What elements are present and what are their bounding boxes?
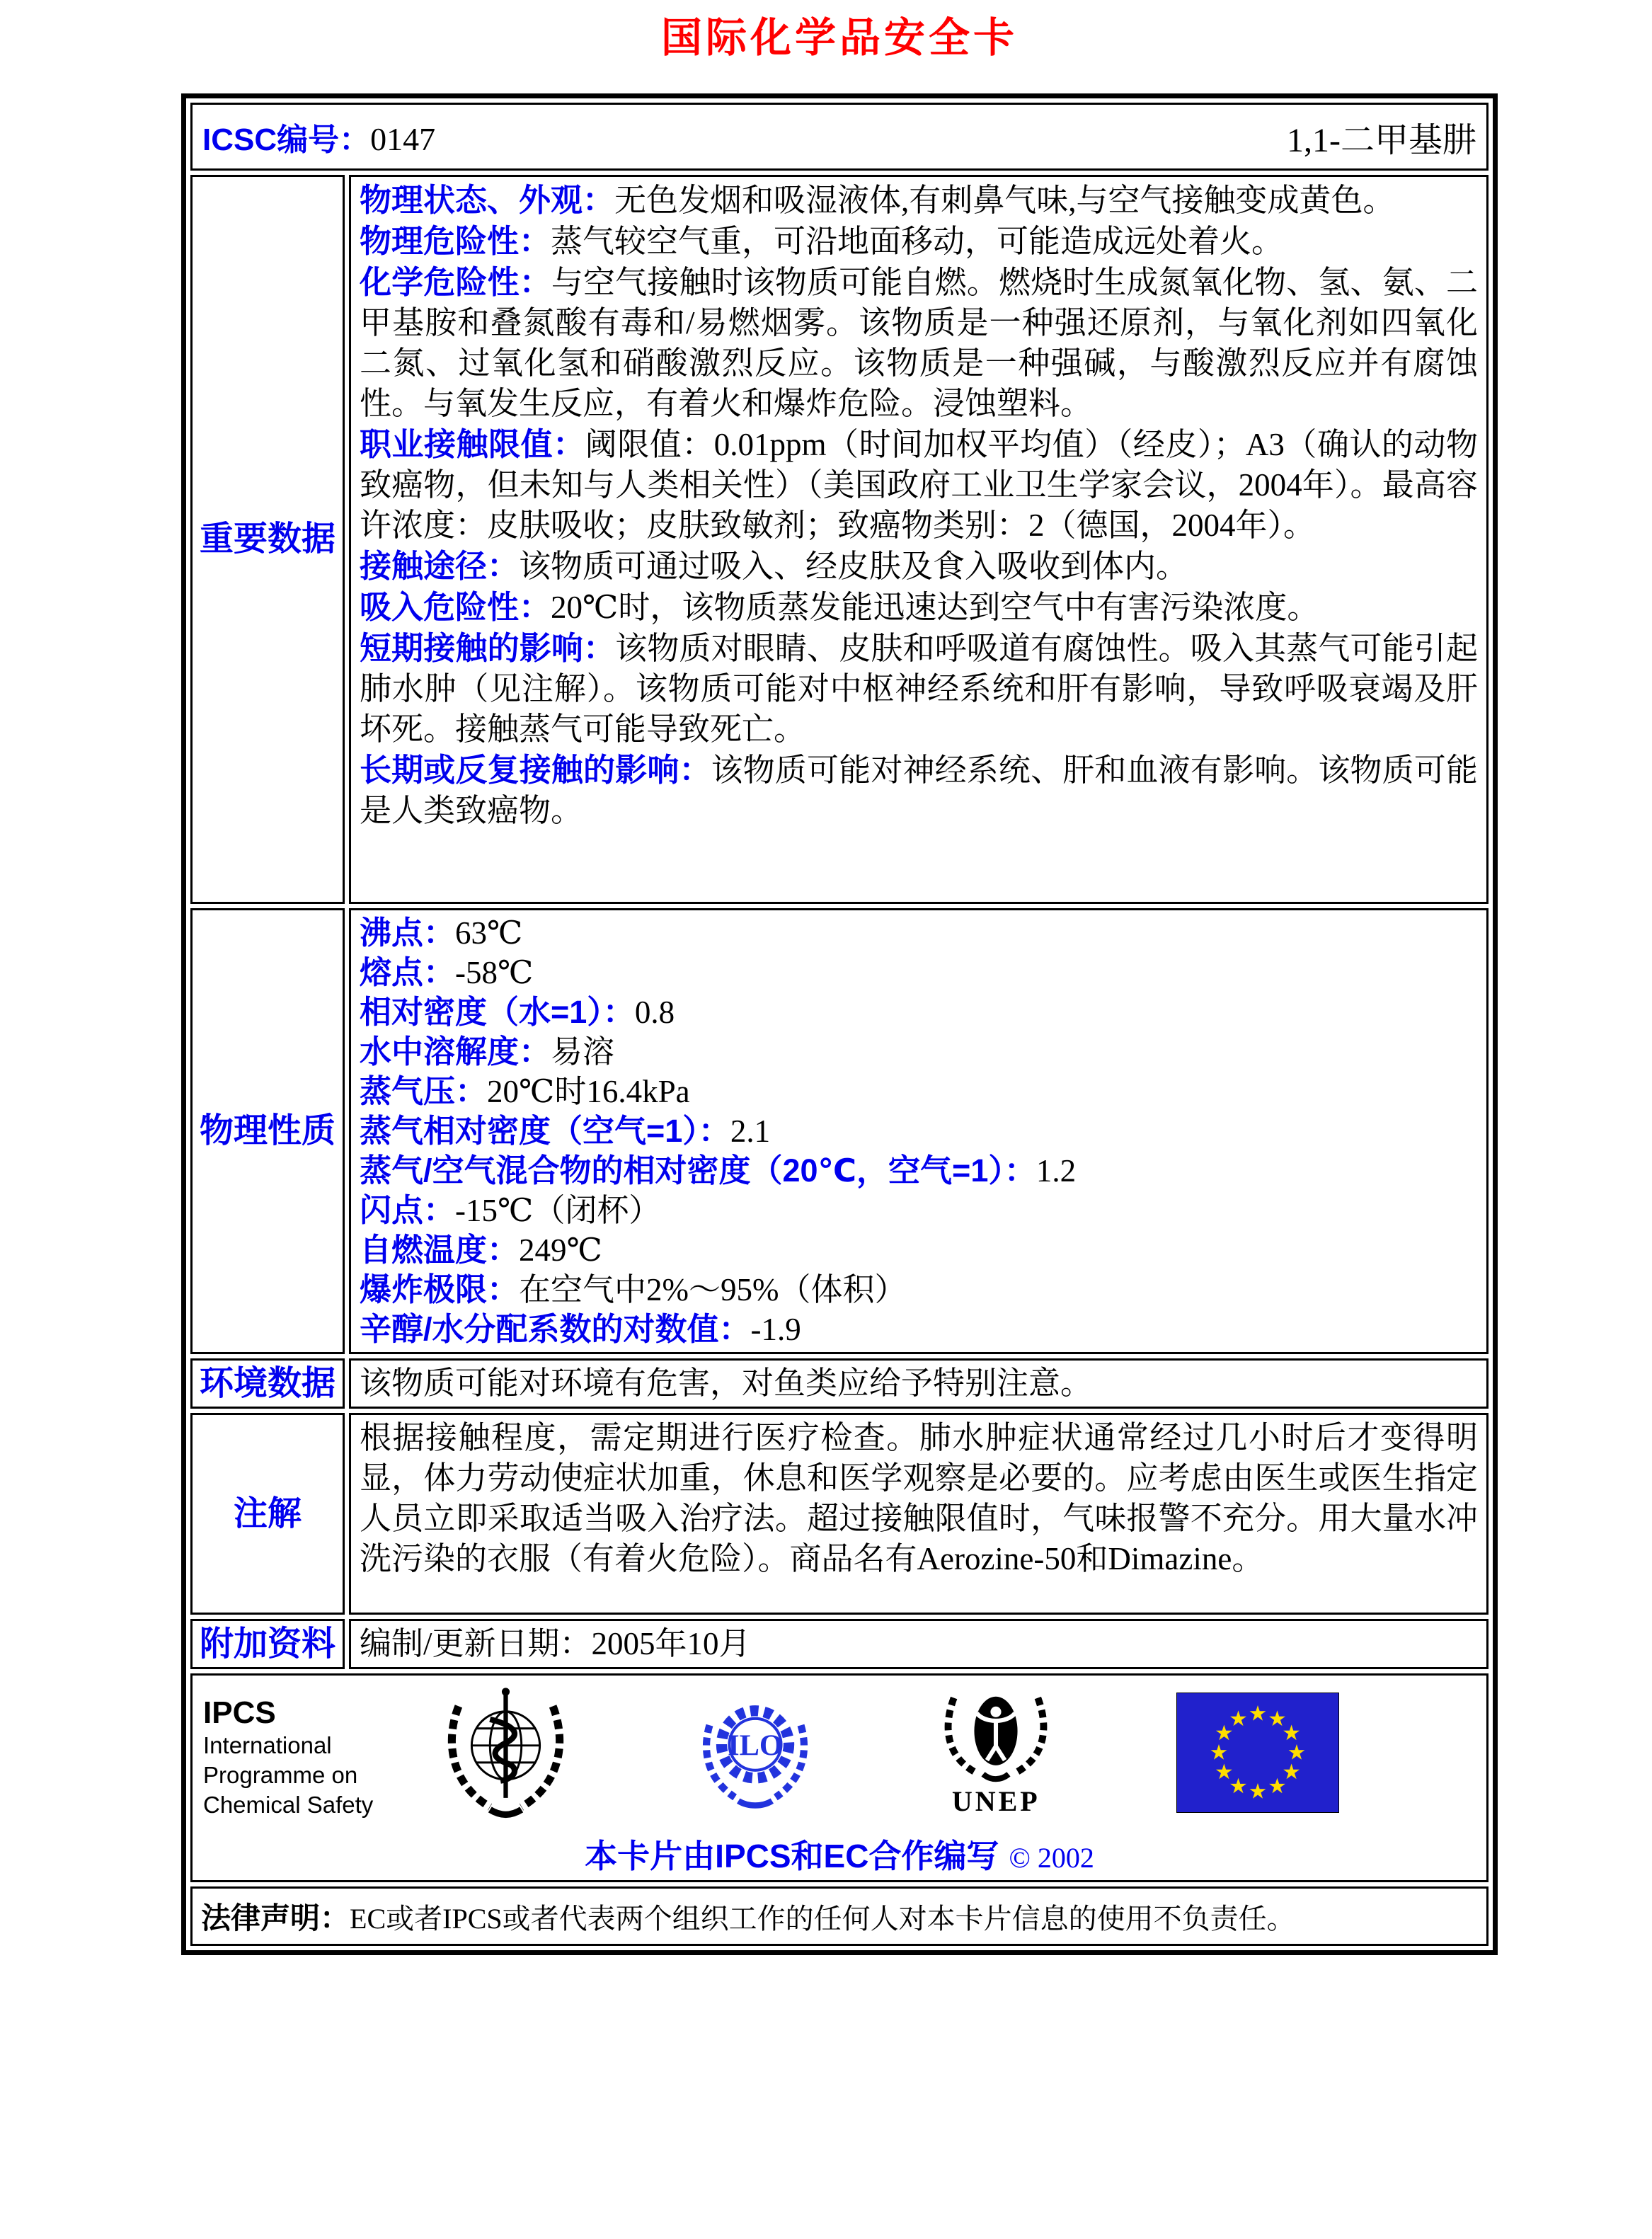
- property-line: 相对密度（水=1）：0.8: [360, 994, 675, 1030]
- who-emblem-icon: [440, 1683, 571, 1826]
- additional-info-row: [190, 1619, 1488, 1669]
- section-label-important-data: 重要数据: [190, 175, 345, 904]
- header-row: [190, 103, 1488, 171]
- icsc-number-field: [202, 114, 435, 159]
- logos-row: [190, 1673, 1488, 1882]
- icsc-number-label: ICSC编号：: [202, 122, 371, 157]
- legal-label: 法律声明：: [201, 1901, 350, 1935]
- environmental-data-row: [190, 1358, 1488, 1409]
- important-item: 吸入危险性：20℃时，该物质蒸发能迅速达到空气中有害污染浓度。: [360, 589, 1319, 625]
- icsc-card-table: [181, 93, 1498, 1955]
- environmental-data-content: 该物质可能对环境有危害，对鱼类应给予特别注意。: [349, 1358, 1488, 1409]
- ipcs-title: IPCS: [203, 1695, 276, 1730]
- important-item: 物理危险性：蒸气较空气重，可沿地面移动，可能造成远处着火。: [360, 223, 1284, 259]
- notes-content: [349, 1413, 1488, 1615]
- section-label-physical-properties: 物理性质: [190, 908, 345, 1354]
- physical-properties-content: [349, 908, 1488, 1354]
- property-line: 自燃温度：249℃: [360, 1232, 602, 1268]
- section-label-notes: 注解: [190, 1413, 345, 1615]
- property-line: 爆炸极限：在空气中2%～95%（体积）: [360, 1271, 907, 1307]
- property-line: 水中溶解度：易溶: [360, 1033, 615, 1070]
- important-item: 长期或反复接触的影响：该物质可能对神经系统、肝和血液有影响。该物质可能是人类致癌物。: [360, 752, 1478, 828]
- notes-row: [190, 1413, 1488, 1615]
- property-line: 蒸气相对密度（空气=1）：2.1: [360, 1113, 771, 1149]
- section-label-additional-info: 附加资料: [190, 1619, 345, 1669]
- important-item: 接触途径：该物质可通过吸入、经皮肤及食入吸收到体内。: [360, 548, 1188, 584]
- ipcs-block: IPCS International Programme on Chemical Safety: [203, 1695, 374, 1818]
- icsc-number-value: 0147: [370, 121, 436, 157]
- caption-text: 本卡片由IPCS和EC合作编写: [585, 1838, 999, 1874]
- important-data-content: [349, 175, 1488, 904]
- notes-text: 根据接触程度，需定期进行医疗检查。肺水肿症状通常经过几小时后才变得明显，体力劳动使症状加重，休息和医学观察是必要的。应考虑由医生或医生指定人员立即采取适当吸入治疗法。超过接触限值时，气味报警不充分。用大量水冲洗污染的衣服（有着火危险）。商品名有Aerozine-50和Dimazine。: [360, 1420, 1478, 1576]
- property-line: 蒸气/空气混合物的相对密度（20℃，空气=1）：1.2: [360, 1152, 1077, 1189]
- ilo-letters: ILO: [728, 1729, 784, 1763]
- important-item: 短期接触的影响：该物质对眼睛、皮肤和呼吸道有腐蚀性。吸入其蒸气可能引起肺水肿（见注解）。该物质可能对中枢神经系统和肝有影响，导致呼吸衰竭及肝坏死。接触蒸气可能导致死亡。: [360, 630, 1478, 747]
- legal-row: [190, 1886, 1488, 1946]
- eu-flag-icon: [1176, 1693, 1339, 1816]
- physical-properties-row: [190, 908, 1488, 1354]
- section-label-environmental-data: 环境数据: [190, 1358, 345, 1409]
- legal-text: EC或者IPCS或者代表两个组织工作的任何人对本卡片信息的使用不负责任。: [350, 1903, 1295, 1935]
- copyright-text: © 2002: [1009, 1842, 1094, 1874]
- property-line: 闪点：-15℃（闭杯）: [360, 1192, 661, 1228]
- important-item: 职业接触限值：阈限值：0.01ppm（时间加权平均值）（经皮）；A3（确认的动物致癌物，但未知与人类相关性）（美国政府工业卫生学家会议，2004年）。最高容许浓度：皮肤吸收；皮肤致敏剂；致癌物类别：2（德国，2004年）。: [360, 426, 1478, 543]
- unep-label: UNEP: [951, 1785, 1040, 1817]
- property-line: 熔点：-58℃: [360, 954, 534, 990]
- important-item: 物理状态、外观：无色发烟和吸湿液体,有刺鼻气味,与空气接触变成黄色。: [360, 182, 1395, 218]
- property-line: 蒸气压：20℃时16.4kPa: [360, 1073, 690, 1109]
- important-data-row: [190, 175, 1488, 904]
- logo-strip: [193, 1681, 1486, 1826]
- footer-caption: [193, 1831, 1486, 1877]
- chemical-name: 1,1-二甲基肼: [1287, 121, 1476, 159]
- additional-info-content: 编制/更新日期：2005年10月: [349, 1619, 1488, 1669]
- page-title: 国际化学品安全卡: [660, 15, 1018, 61]
- unep-emblem-icon: [932, 1683, 1060, 1816]
- ilo-emblem-icon: [695, 1694, 815, 1813]
- sheet: [181, 4, 1498, 1955]
- important-item: 化学危险性：与空气接触时该物质可能自燃。燃烧时生成氮氧化物、氢、氨、二甲基胺和叠氮酸有毒和/易燃烟雾。该物质是一种强还原剂，与氧化剂如四氧化二氮、过氧化氢和硝酸激烈反应。该物质是一种强碱，与酸激烈反应并有腐蚀性。与氧发生反应，有着火和爆炸危险。浸蚀塑料。: [360, 264, 1478, 421]
- property-line: 辛醇/水分配系数的对数值：-1.9: [360, 1311, 801, 1347]
- property-line: 沸点：63℃: [360, 915, 523, 951]
